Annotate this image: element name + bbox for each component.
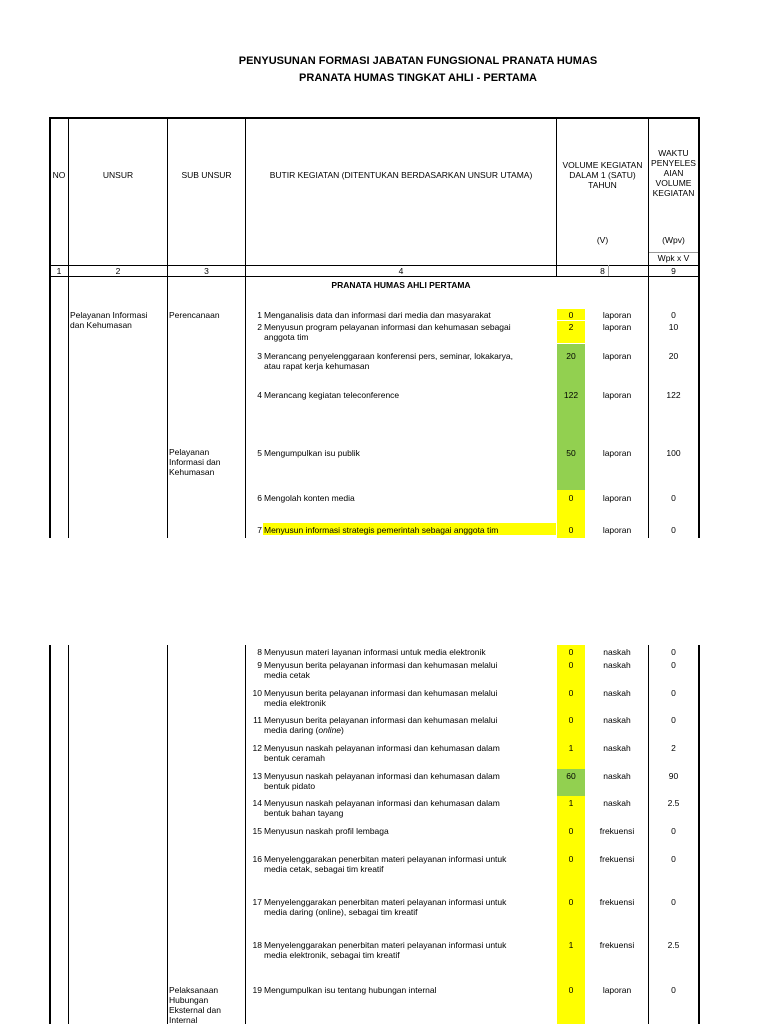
row-satuan: laporan — [602, 351, 632, 361]
row-butir-line1: Mengumpulkan isu publik — [264, 448, 360, 458]
row-volume: 1 — [568, 940, 574, 950]
row-volume: 60 — [566, 771, 576, 781]
row-butir-line2: bentuk bahan tayang — [264, 808, 344, 818]
row-butir-line1: Merancang kegiatan teleconference — [264, 390, 400, 400]
row-butir — [264, 493, 554, 503]
row-satuan: naskah — [603, 771, 631, 781]
row-number: 12 — [252, 743, 262, 753]
row-volume: 0 — [568, 310, 574, 320]
row-satuan: laporan — [602, 310, 632, 320]
row-butir-line1: Menyusun berita pelayanan informasi dan kehumasan melalui — [264, 688, 498, 698]
row-wpv: 2 — [671, 743, 676, 753]
row-number: 16 — [252, 854, 262, 864]
row-butir-line2: media elektronik — [264, 698, 326, 708]
row-butir-line1: Menyusun berita pelayanan informasi dan kehumasan melalui — [264, 660, 498, 670]
col-number-2: 2 — [115, 266, 121, 276]
row-volume: 0 — [568, 897, 574, 907]
row-wpv: 0 — [671, 897, 676, 907]
row-butir — [264, 322, 554, 342]
document-title: PENYUSUNAN FORMASI JABATAN FUNGSIONAL PRANATA HUMAS — [238, 55, 598, 67]
row-volume: 1 — [568, 743, 574, 753]
row-butir — [264, 647, 554, 657]
row-satuan: laporan — [602, 390, 632, 400]
row-butir-line1: Menyusun naskah profil lembaga — [264, 826, 389, 836]
row-satuan: naskah — [603, 647, 631, 657]
row-number: 6 — [257, 493, 262, 503]
row-volume: 2 — [568, 322, 574, 332]
row-butir — [264, 798, 554, 818]
header-waktu-line3: AIAN — [663, 168, 684, 178]
row-wpv: 100 — [666, 448, 681, 458]
row-butir — [264, 743, 554, 763]
row-number: 8 — [257, 647, 262, 657]
row-butir-line2: anggota tim — [264, 332, 309, 342]
row-volume: 122 — [563, 390, 579, 400]
row-satuan: naskah — [603, 715, 631, 725]
row-wpv: 0 — [671, 493, 676, 503]
row-volume: 0 — [568, 985, 574, 995]
row-wpv: 2.5 — [667, 940, 680, 950]
row-butir — [264, 351, 554, 371]
sub-unsur-pelaksanaan-line1: Pelaksanaan — [169, 985, 219, 995]
col-number-3: 3 — [204, 266, 209, 276]
row-wpv: 0 — [671, 660, 676, 670]
row-number: 2 — [257, 322, 262, 332]
row-volume: 0 — [568, 854, 574, 864]
row-butir-line2: bentuk ceramah — [264, 753, 325, 763]
header-volume-line2: DALAM 1 (SATU) — [569, 170, 636, 180]
header-waktu-unit: (Wpv) — [662, 235, 685, 245]
row-number: 7 — [257, 525, 262, 535]
row-number: 10 — [252, 688, 262, 698]
row-wpv: 0 — [671, 525, 676, 535]
row-satuan: frekuensi — [599, 940, 635, 950]
row-wpv: 0 — [671, 647, 676, 657]
row-butir — [264, 525, 554, 535]
row-wpv: 2.5 — [667, 798, 680, 808]
row-butir-line1: Menyelenggarakan penerbitan materi pelayanan informasi untuk — [264, 897, 507, 907]
row-wpv: 0 — [671, 715, 676, 725]
header-sub-unsur: SUB UNSUR — [181, 170, 232, 180]
row-butir-line2-c: ) — [341, 725, 344, 735]
unsur-line2: dan Kehumasan — [70, 320, 132, 330]
header-waktu-penyelesaian — [649, 148, 698, 198]
unsur-line1: Pelayanan Informasi — [70, 310, 148, 320]
row-butir-line1: Menganalisis data dan informasi dari media dan masyarakat — [264, 310, 491, 320]
row-butir — [264, 448, 554, 458]
row-butir-line2: media cetak, sebagai tim kreatif — [264, 864, 384, 874]
row-butir-line2-a: media daring ( — [264, 725, 319, 735]
row-number: 17 — [252, 897, 262, 907]
row-number: 13 — [252, 771, 262, 781]
row-number: 15 — [252, 826, 262, 836]
header-waktu-line4: VOLUME — [655, 178, 692, 188]
row-number: 4 — [257, 390, 262, 400]
row-number: 3 — [257, 351, 262, 361]
row-wpv: 90 — [668, 771, 679, 781]
row-butir — [264, 940, 554, 960]
row-number: 18 — [252, 940, 262, 950]
row-butir-line1: Menyusun naskah pelayanan informasi dan kehumasan dalam — [264, 743, 500, 753]
row-wpv: 122 — [666, 390, 681, 400]
row-satuan: laporan — [602, 985, 632, 995]
row-satuan: laporan — [602, 448, 632, 458]
col-number-4: 4 — [398, 266, 404, 276]
sub-unsur-pelayanan-line3: Kehumasan — [169, 467, 215, 477]
sub-unsur-pelaksanaan-line3: Eksternal dan — [169, 1005, 221, 1015]
row-number: 19 — [252, 985, 262, 995]
row-number: 1 — [257, 310, 262, 320]
row-butir — [264, 660, 554, 680]
volume-highlight — [557, 344, 585, 490]
row-volume: 0 — [568, 647, 574, 657]
row-satuan: laporan — [602, 322, 632, 332]
row-volume: 0 — [568, 525, 574, 535]
row-butir-line2: atau rapat kerja kehumasan — [264, 361, 370, 371]
header-volume-line1: VOLUME KEGIATAN — [562, 160, 643, 170]
sub-unsur-pelayanan — [169, 447, 245, 477]
row-butir — [264, 310, 554, 320]
row-butir — [264, 771, 554, 791]
row-satuan: naskah — [603, 743, 631, 753]
row-butir — [264, 826, 554, 836]
row-satuan: laporan — [602, 493, 632, 503]
col-number-1: 1 — [56, 266, 62, 276]
row-butir-line2: media elektronik, sebagai tim kreatif — [264, 950, 400, 960]
row-satuan: naskah — [603, 660, 631, 670]
row-butir-line1: Menyelenggarakan penerbitan materi pelayanan informasi untuk — [264, 940, 507, 950]
row-butir-line2: media daring (online), sebagai tim kreatif — [264, 907, 418, 917]
col-number-8: 8 — [600, 266, 605, 276]
row-number: 9 — [257, 660, 262, 670]
row-butir-line1: Menyusun berita pelayanan informasi dan kehumasan melalui — [264, 715, 498, 725]
row-butir-line1: Menyusun naskah pelayanan informasi dan kehumasan dalam — [264, 771, 500, 781]
row-butir-line1: Menyusun naskah pelayanan informasi dan kehumasan dalam — [264, 798, 500, 808]
row-volume: 0 — [568, 660, 574, 670]
row-butir-line2-italic: online — [318, 725, 342, 735]
header-waktu-formula: Wpk x V — [657, 253, 690, 263]
header-waktu-line1: WAKTU — [658, 148, 689, 158]
header-unsur: UNSUR — [102, 170, 134, 180]
unsur-label — [70, 310, 167, 330]
row-wpv: 10 — [668, 322, 679, 332]
row-wpv: 0 — [671, 854, 676, 864]
document-subtitle: PRANATA HUMAS TINGKAT AHLI - PERTAMA — [299, 72, 537, 84]
sub-unsur-perencanaan: Perencanaan — [169, 310, 220, 320]
row-butir-line1: Menyusun materi layanan informasi untuk media elektronik — [264, 647, 486, 657]
row-wpv: 0 — [671, 688, 676, 698]
row-number: 14 — [252, 798, 262, 808]
row-butir — [264, 854, 554, 874]
header-volume-line3: TAHUN — [588, 180, 617, 190]
row-butir-line2 — [264, 725, 554, 735]
header-volume-kegiatan — [557, 160, 648, 190]
row-satuan: frekuensi — [599, 854, 635, 864]
row-butir — [264, 715, 554, 735]
header-volume-unit: (V) — [596, 235, 609, 245]
row-satuan: laporan — [602, 525, 632, 535]
row-butir-line1: Menyusun informasi strategis pemerintah sebagai anggota tim — [264, 525, 499, 535]
row-wpv: 0 — [671, 310, 676, 320]
row-satuan: frekuensi — [599, 897, 635, 907]
row-butir-line2: media cetak — [264, 670, 310, 680]
header-waktu-line2: PENYELES — [651, 158, 696, 168]
sub-unsur-pelayanan-line2: Informasi dan — [169, 457, 221, 467]
sub-unsur-pelaksanaan-line2: Hubungan — [169, 995, 209, 1005]
row-volume: 50 — [566, 448, 576, 458]
sub-unsur-pelaksanaan — [169, 985, 245, 1025]
row-volume: 0 — [568, 688, 574, 698]
row-butir — [264, 985, 554, 995]
sub-unsur-pelayanan-line1: Pelayanan — [169, 447, 210, 457]
row-wpv: 0 — [671, 985, 676, 995]
row-butir — [264, 688, 554, 708]
header-butir-kegiatan: BUTIR KEGIATAN (DITENTUKAN BERDASARKAN UNSUR UTAMA) — [269, 170, 533, 180]
row-wpv: 0 — [671, 826, 676, 836]
header-waktu-line5: KEGIATAN — [652, 188, 695, 198]
section-title: PRANATA HUMAS AHLI PERTAMA — [331, 280, 471, 290]
sub-unsur-pelaksanaan-line4: Internal — [169, 1015, 198, 1025]
row-butir-line1: Mengolah konten media — [264, 493, 355, 503]
row-satuan: frekuensi — [599, 826, 635, 836]
row-butir — [264, 390, 554, 400]
row-number: 5 — [257, 448, 262, 458]
row-butir-line1: Menyelenggarakan penerbitan materi pelayanan informasi untuk — [264, 854, 507, 864]
row-volume: 0 — [568, 826, 574, 836]
row-volume: 1 — [568, 798, 574, 808]
row-butir-line1: Menyusun program pelayanan informasi dan kehumasan sebagai — [264, 322, 511, 332]
row-volume: 0 — [568, 493, 574, 503]
row-volume: 0 — [568, 715, 574, 725]
header-no: NO — [52, 170, 66, 180]
row-butir-line1: Merancang penyelenggaraan konferensi pers, seminar, lokakarya, — [264, 351, 514, 361]
row-satuan: naskah — [603, 798, 631, 808]
row-butir-line2: bentuk pidato — [264, 781, 316, 791]
row-butir — [264, 897, 554, 917]
row-butir-line1: Mengumpulkan isu tentang hubungan internal — [264, 985, 437, 995]
row-volume: 20 — [566, 351, 576, 361]
row-number: 11 — [253, 715, 262, 725]
row-satuan: naskah — [603, 688, 631, 698]
row-wpv: 20 — [668, 351, 679, 361]
col-number-9: 9 — [671, 266, 676, 276]
